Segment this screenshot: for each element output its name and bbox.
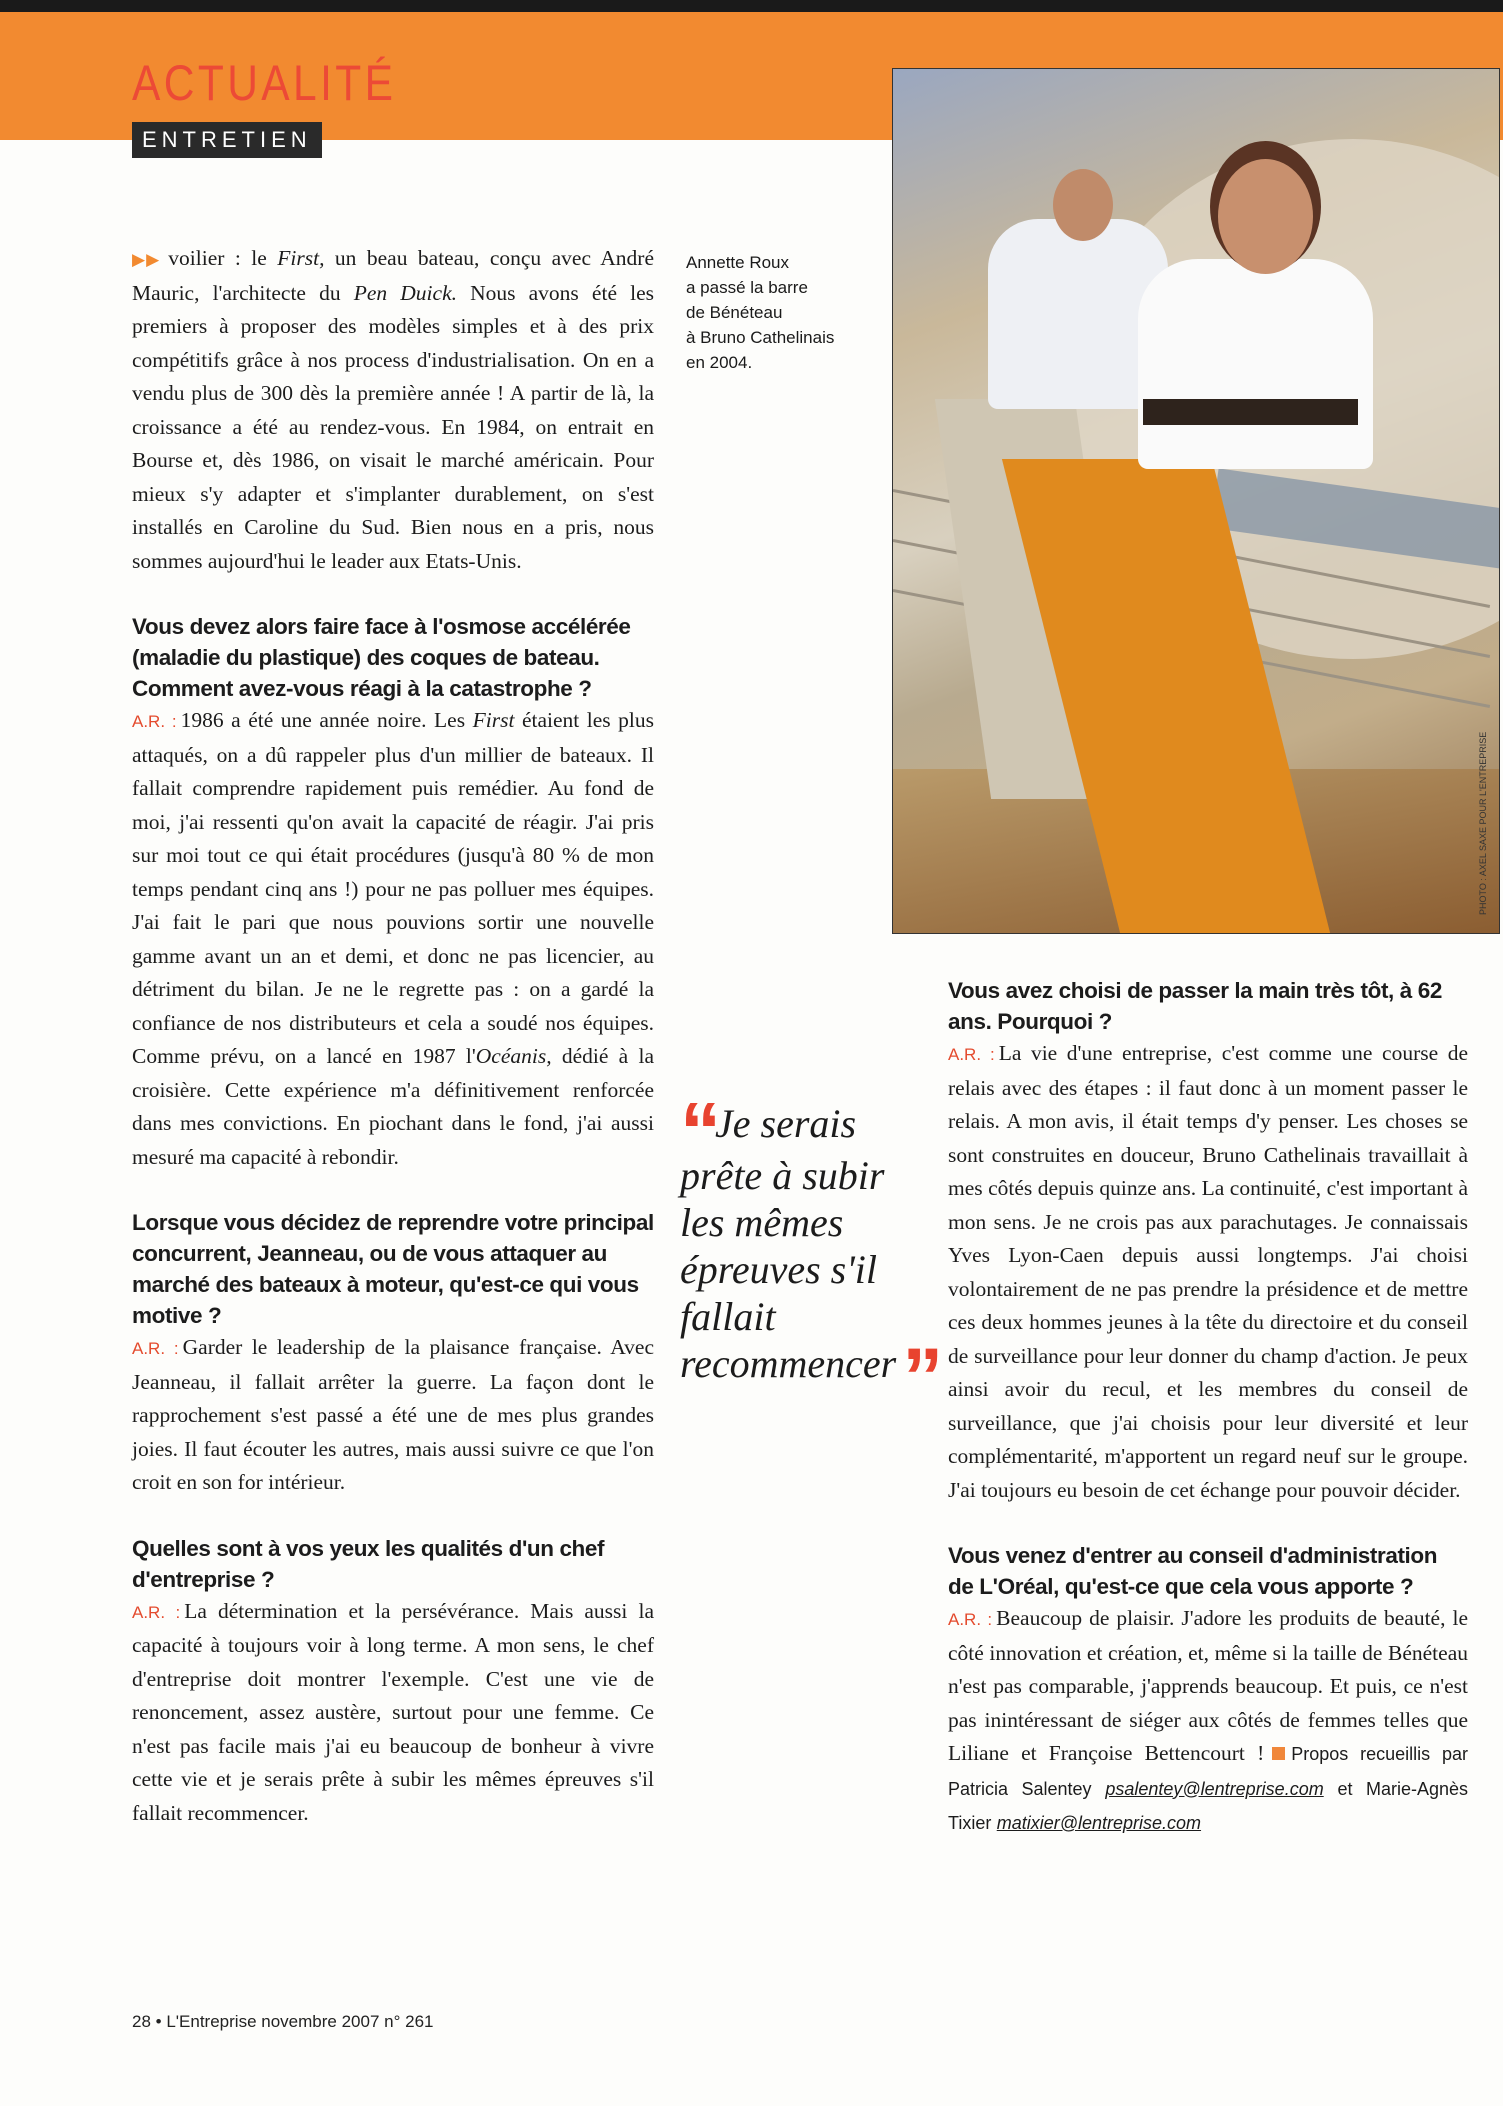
- caption-line: Annette Roux: [686, 253, 790, 272]
- answer-paragraph: A.R. : La détermination et la persévérance. Mais aussi la capacité à toujours voir à long terme. A mon sens, le chef d'entreprise doit montrer l'exemple. C'est une vie de renoncement, assez austère, surtout pour une femme. Ce n'est pas facile mais j'ai eu beaucoup de bonheur à vivre cette vie et je serais prête à subir les mêmes épreuves s'il fallait recommencer.: [132, 1598, 654, 1825]
- continuation-arrows-icon: ▶▶: [132, 250, 161, 269]
- answer-paragraph: A.R. : Beaucoup de plaisir. J'adore les produits de beauté, le côté innovation et création, et, même si la taille de Bénéteau n'est pas comparable, j'apprends beaucoup. Et puis, ce n'est pas inintéressant de siéger aux côtés de femmes telles que Liliane et Françoise Bettencourt ! Propos recueillis par Patricia Salentey psalentey@lentreprise.com et Marie-Agnès Tixier matixier@lentreprise.com: [948, 1606, 1469, 1833]
- answer-paragraph: A.R. : Garder le leadership de la plaisance française. Avec Jeanneau, il fallait arrêter la guerre. La façon dont le rapprochement s'est passé a été une de mes plus grandes joies. Il faut écouter les autres, mais aussi suivre ce que l'on croit en son for intérieur.: [132, 1335, 654, 1494]
- article-column-right: [948, 975, 1468, 1841]
- open-quote-icon: “: [680, 1086, 715, 1177]
- issue-date: novembre 2007: [261, 2012, 380, 2031]
- intro-paragraph: ▶▶ voilier : le First, un beau bateau, conçu avec André Mauric, l'architecte du Pen Duick. Nous avons été les premiers à proposer des modèles simples et à des prix compétitifs grâce à nos process d'industrialisation. On en a vendu plus de 300 dès la première année ! A partir de là, la croissance a été au rendez-vous. En 1984, on entrait en Bourse et, dès 1986, on visait le marché américain. Pour mieux s'y adapter et s'implanter durablement, on s'est installés en Caroline du Sud. Bien nous en a pris, nous sommes aujourd'hui le leader aux Etats-Unis.: [132, 246, 654, 573]
- speaker-label: A.R. :: [132, 1339, 179, 1358]
- caption-line: de Bénéteau: [686, 303, 783, 322]
- speaker-label: A.R. :: [948, 1045, 995, 1064]
- end-mark-icon: [1272, 1747, 1285, 1760]
- question-heading: Quelles sont à vos yeux les qualités d'un chef d'entreprise ?: [132, 1535, 605, 1592]
- question-heading: Vous avez choisi de passer la main très tôt, à 62 ans. Pourquoi ?: [948, 978, 1442, 1034]
- close-quote-icon: ”: [902, 1332, 938, 1423]
- folio-bullet: •: [155, 2012, 162, 2031]
- pull-quote-text: Je serais prête à subir les mêmes épreuves s'il fallait recommencer: [680, 1101, 897, 1386]
- pull-quote: [680, 1086, 938, 1423]
- byline: et Marie-Agnès Tixier: [948, 1778, 1469, 1833]
- question-heading: Vous devez alors faire face à l'osmose accélérée (maladie du plastique) des coques de bateau. Comment avez-vous réagi à la catastrophe ?: [132, 614, 631, 701]
- caption-line: a passé la barre: [686, 278, 808, 297]
- portrait-photo: [892, 68, 1500, 934]
- photo-woman-head: [1218, 159, 1313, 274]
- photo-woman-shirt: [1138, 259, 1373, 469]
- section-rubric: ACTUALITÉ: [132, 55, 397, 111]
- page-folio: [132, 2012, 433, 2032]
- email-link[interactable]: matixier@lentreprise.com: [996, 1813, 1202, 1833]
- page-number: 28: [132, 2012, 151, 2031]
- answer-paragraph: A.R. : 1986 a été une année noire. Les First étaient les plus attaqués, on a dû rappeler plus d'un millier de bateaux. Il fallait comprendre rapidement puis remédier. Au fond de moi, j'ai ressenti qu'on avait la capacité de réagir. J'ai pris sur moi tout ce qui était procédures (jusqu'à 80 % de mon temps pendant cinq ans !) pour ne pas polluer mes équipes. J'ai fait le pari que nous pouvions sortir une nouvelle gamme avant un an et demi, et donc ne pas licencier, au détriment du bilan. Je ne le regrette pas : on a gardé la confiance de nos distributeurs et cela a soudé nos équipes. Comme prévu, on a lancé en 1987 l'Océanis, dédié à la croisière. Cette expérience m'a définitivement renforcée dans mes convictions. En piochant dans le fond, j'ai aussi mesuré ma capacité à rebondir.: [132, 708, 654, 1169]
- question-heading: Lorsque vous décidez de reprendre votre principal concurrent, Jeanneau, ou de vous attaquer au marché des bateaux à moteur, qu'est-ce qui vous motive ?: [132, 1210, 654, 1328]
- answer-paragraph: A.R. : La vie d'une entreprise, c'est comme une course de relais avec des étapes : il faut donc à un moment passer le relais. A mon avis, il était temps d'y penser. Les choses se sont construites en douceur, Bruno Cathelinais travaillait à mes côtés depuis quinze ans. La continuité, c'est important à mon sens. Je ne crois pas aux parachutages. Je connaissais Yves Lyon-Caen depuis aussi longtemps. J'ai choisi volontairement de ne pas prendre la présidence et de mettre ces deux hommes jeunes à la tête du directoire et du conseil de surveillance pour leur donner du champ d'action. Je peux ainsi avoir du recul, et les membres du conseil de surveillance, que j'ai choisis pour leur diversité et leur complémentarité, m'apportent un regard neuf sur le groupe. J'ai toujours eu besoin de cet échange pour pouvoir décider.: [948, 1041, 1468, 1502]
- email-link[interactable]: psalentey@lentreprise.com: [1105, 1778, 1324, 1799]
- byline: Propos recueillis par Patricia Salentey: [948, 1744, 1468, 1799]
- photo-caption: [686, 250, 876, 375]
- photo-credit: PHOTO : AXEL SAXE POUR L'ENTREPRISE: [1478, 731, 1488, 915]
- article-column-left: [132, 242, 654, 1830]
- magazine-name: L'Entreprise: [166, 2012, 257, 2031]
- photo-man-head: [1053, 169, 1113, 241]
- question-heading: Vous venez d'entrer au conseil d'administration de L'Oréal, qu'est-ce que cela vous apporte ?: [948, 1543, 1438, 1599]
- section-subrubric: ENTRETIEN: [132, 122, 322, 158]
- speaker-label: A.R. :: [132, 712, 177, 731]
- caption-line: à Bruno Cathelinais: [686, 328, 835, 347]
- speaker-label: A.R. :: [132, 1602, 181, 1622]
- photo-woman-belt: [1143, 399, 1358, 425]
- speaker-label: A.R. :: [948, 1610, 993, 1629]
- issue-number: n° 261: [384, 2012, 434, 2031]
- scan-top-edge: [0, 0, 1503, 12]
- caption-line: en 2004.: [686, 353, 753, 372]
